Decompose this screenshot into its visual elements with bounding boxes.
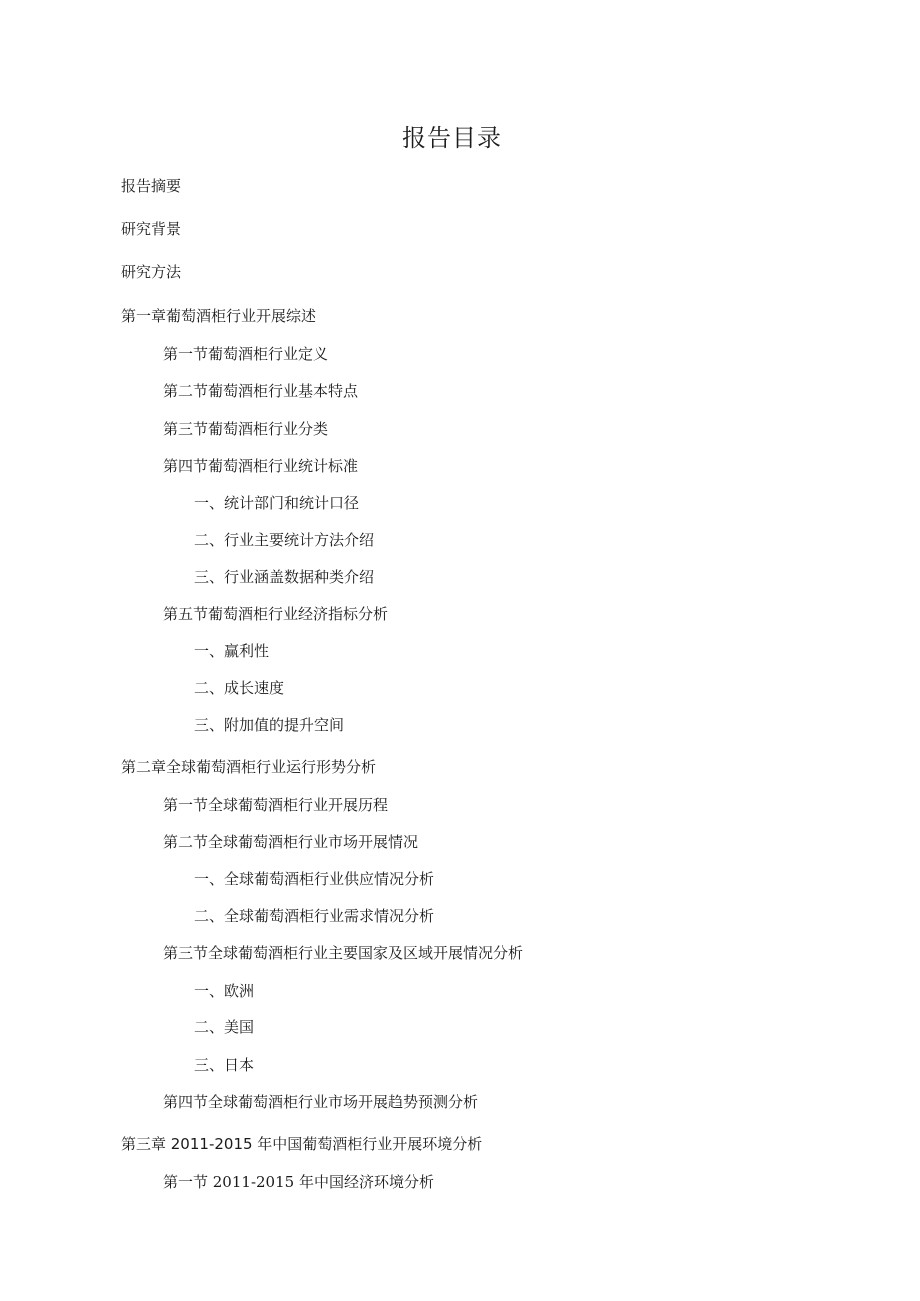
toc-item-2-3-1[interactable]: 一、欧洲 <box>194 982 255 1000</box>
toc-entry-background[interactable]: 研究背景 <box>121 220 182 238</box>
toc-section-2-3[interactable]: 第三节全球葡萄酒柜行业主要国家及区域开展情况分析 <box>163 944 524 962</box>
toc-item-1-4-3[interactable]: 三、行业涵盖数据种类介绍 <box>194 568 375 586</box>
toc-chapter-2[interactable]: 第二章全球葡萄酒柜行业运行形势分析 <box>121 758 377 776</box>
toc-section-2-1[interactable]: 第一节全球葡萄酒柜行业开展历程 <box>163 796 389 814</box>
toc-section-3-1[interactable]: 第一节 2011-2015 年中国经济环境分析 <box>163 1173 434 1191</box>
toc-chapter-1[interactable]: 第一章葡萄酒柜行业开展综述 <box>121 307 317 325</box>
toc-entry-methods[interactable]: 研究方法 <box>121 263 182 281</box>
toc-chapter-3[interactable]: 第三章 2011-2015 年中国葡萄酒柜行业开展环境分析 <box>121 1135 483 1153</box>
toc-section-1-1[interactable]: 第一节葡萄酒柜行业定义 <box>163 345 329 363</box>
toc-section-1-3[interactable]: 第三节葡萄酒柜行业分类 <box>163 420 329 438</box>
page-title: 报告目录 <box>402 124 502 152</box>
toc-entry-summary[interactable]: 报告摘要 <box>121 177 182 195</box>
toc-item-1-4-1[interactable]: 一、统计部门和统计口径 <box>194 494 360 512</box>
toc-section-2-4[interactable]: 第四节全球葡萄酒柜行业市场开展趋势预测分析 <box>163 1093 479 1111</box>
toc-section-2-2[interactable]: 第二节全球葡萄酒柜行业市场开展情况 <box>163 833 419 851</box>
toc-item-2-3-2[interactable]: 二、美国 <box>194 1018 255 1036</box>
toc-section-1-5[interactable]: 第五节葡萄酒柜行业经济指标分析 <box>163 605 389 623</box>
toc-item-1-4-2[interactable]: 二、行业主要统计方法介绍 <box>194 531 375 549</box>
toc-item-2-3-3[interactable]: 三、日本 <box>194 1056 255 1074</box>
toc-section-1-2[interactable]: 第二节葡萄酒柜行业基本特点 <box>163 382 359 400</box>
toc-item-1-5-3[interactable]: 三、附加值的提升空间 <box>194 716 345 734</box>
toc-item-1-5-2[interactable]: 二、成长速度 <box>194 679 285 697</box>
toc-item-1-5-1[interactable]: 一、赢利性 <box>194 642 270 660</box>
toc-section-1-4[interactable]: 第四节葡萄酒柜行业统计标准 <box>163 457 359 475</box>
toc-item-2-2-2[interactable]: 二、全球葡萄酒柜行业需求情况分析 <box>194 907 435 925</box>
toc-item-2-2-1[interactable]: 一、全球葡萄酒柜行业供应情况分析 <box>194 870 435 888</box>
